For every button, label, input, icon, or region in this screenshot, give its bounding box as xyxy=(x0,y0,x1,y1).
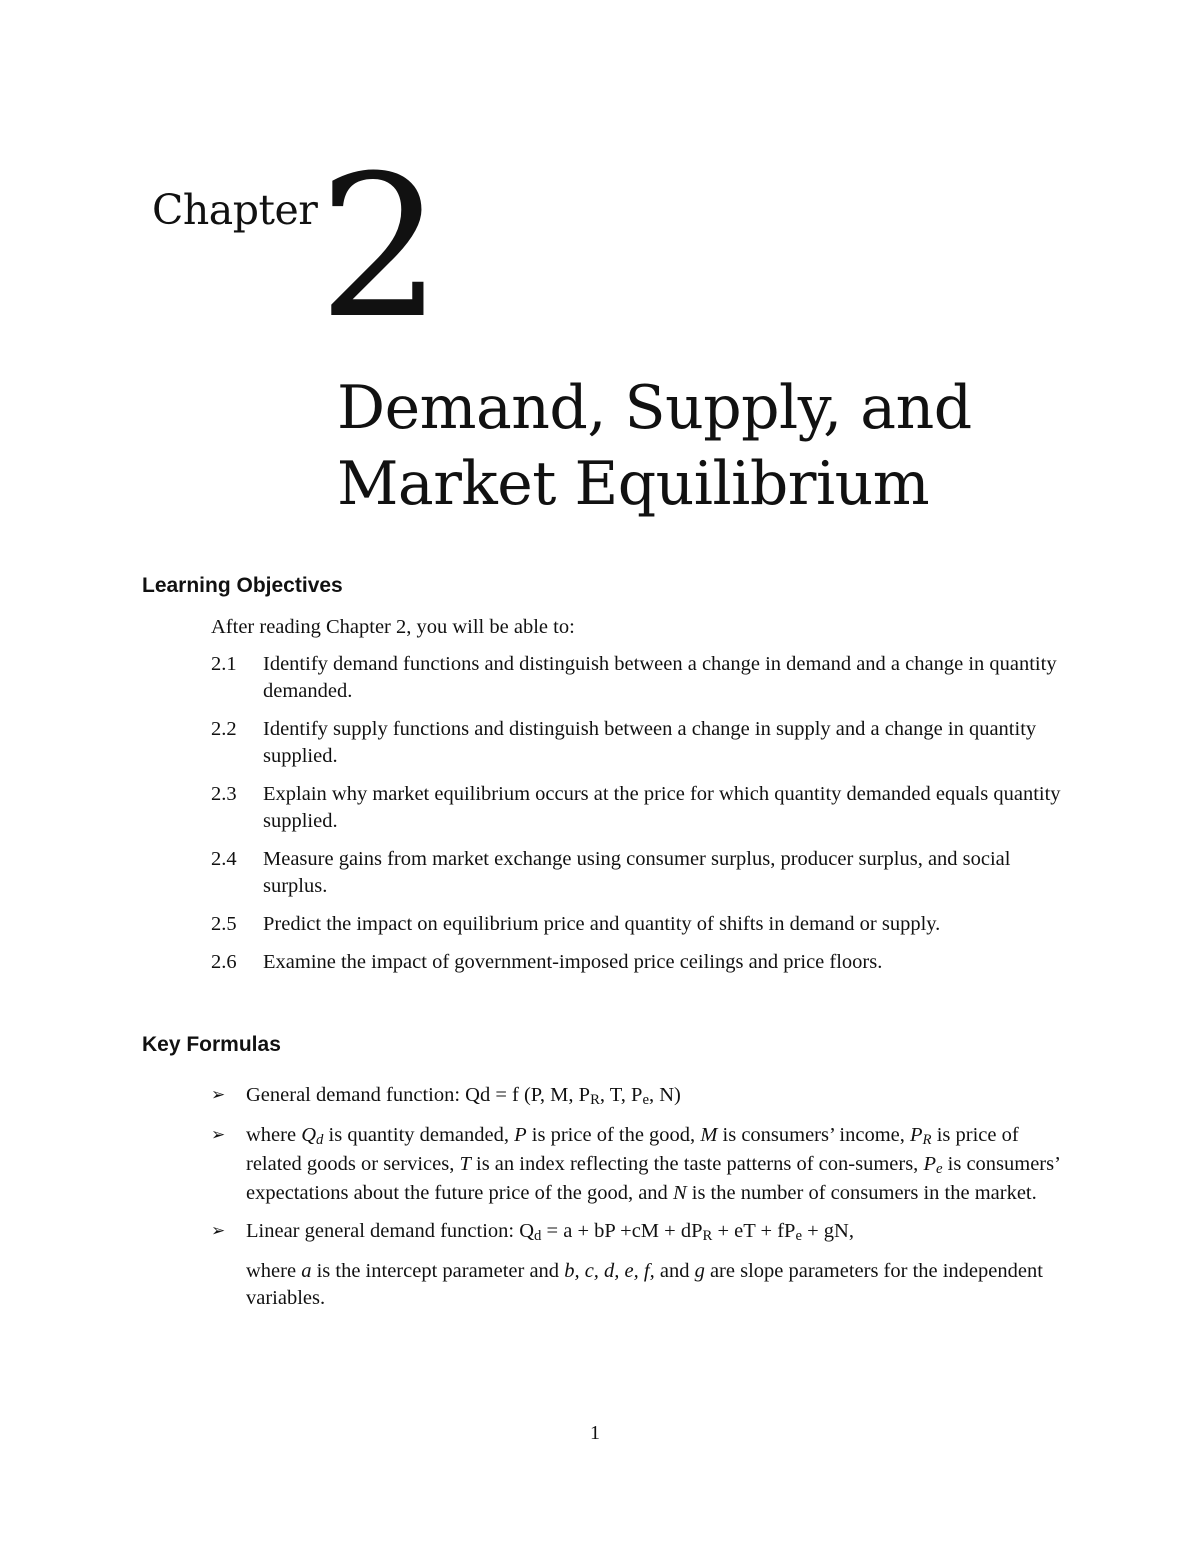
linear-demand-function: Linear general demand function: $Q_d = a$ + bP $+cM + dP_R$ + eT + $fP_e$ + gN, where a is the intercept parameter and b, c, d, e, f, and g are slope parameters for the independent variables. xyxy=(246,1218,1071,1312)
chapter-title-line-2: Market Equilibrium xyxy=(337,449,930,519)
key-formulas-heading: Key Formulas xyxy=(142,1033,281,1056)
objective-number: 2.3 xyxy=(211,783,237,805)
arrow-bullet-icon: ➢ xyxy=(211,1125,226,1145)
chapter-title-line-1: Demand, Supply, and xyxy=(337,373,972,443)
formula-item xyxy=(211,1122,1071,1207)
page-number: 1 xyxy=(590,1422,600,1444)
key-formulas-list xyxy=(211,1082,1071,1323)
objective-item xyxy=(211,911,1071,938)
objective-number: 2.6 xyxy=(211,951,237,973)
objective-item xyxy=(211,949,1071,976)
objective-text: Identify demand functions and distinguish between a change in demand and a change in quantity demanded. xyxy=(263,653,1057,702)
objective-item xyxy=(211,716,1071,770)
objective-number: 2.1 xyxy=(211,653,237,675)
objective-text: Examine the impact of government-imposed price ceilings and price floors. xyxy=(263,951,883,973)
learning-objectives-heading: Learning Objectives xyxy=(142,574,343,597)
general-demand-function: General demand function: Qd = f (P, M, $P_R$, T, $P_e$, N) xyxy=(246,1084,681,1108)
arrow-bullet-icon: ➢ xyxy=(211,1221,226,1241)
chapter-number: 2 xyxy=(318,134,443,362)
chapter-title xyxy=(337,370,972,522)
parameter-definitions: where a is the intercept parameter and b, c, d, e, f, and g are slope parameters for the independent variables. xyxy=(246,1260,1043,1309)
learning-objectives-list xyxy=(211,651,1071,987)
objective-text: Identify supply functions and distinguish between a change in supply and a change in quantity supplied. xyxy=(263,718,1037,767)
arrow-bullet-icon: ➢ xyxy=(211,1085,226,1105)
formula-item xyxy=(211,1218,1071,1312)
objective-item xyxy=(211,781,1071,835)
objective-text: Predict the impact on equilibrium price and quantity of shifts in demand or supply. xyxy=(263,913,941,935)
chapter-label: Chapter xyxy=(152,186,318,234)
objective-item xyxy=(211,846,1071,900)
formula-item xyxy=(211,1082,1071,1111)
objective-item xyxy=(211,651,1071,705)
variable-definitions: where $Q_d$ is quantity demanded, P is price of the good, M is consumers’ income, $P_R$ is price of related goods or services, T is an index reflecting the taste patterns of con-sumers, $P_e$ is consumers’ expectations about the future price of the good, and N is the number of consumers in the market. xyxy=(246,1124,1060,1204)
objective-text: Measure gains from market exchange using consumer surplus, producer surplus, and social surplus. xyxy=(263,848,1011,897)
objective-text: Explain why market equilibrium occurs at the price for which quantity demanded equals quantity supplied. xyxy=(263,783,1061,832)
objective-number: 2.4 xyxy=(211,848,237,870)
objective-number: 2.5 xyxy=(211,913,237,935)
learning-objectives-intro: After reading Chapter 2, you will be able to: xyxy=(211,616,575,638)
objective-number: 2.2 xyxy=(211,718,237,740)
